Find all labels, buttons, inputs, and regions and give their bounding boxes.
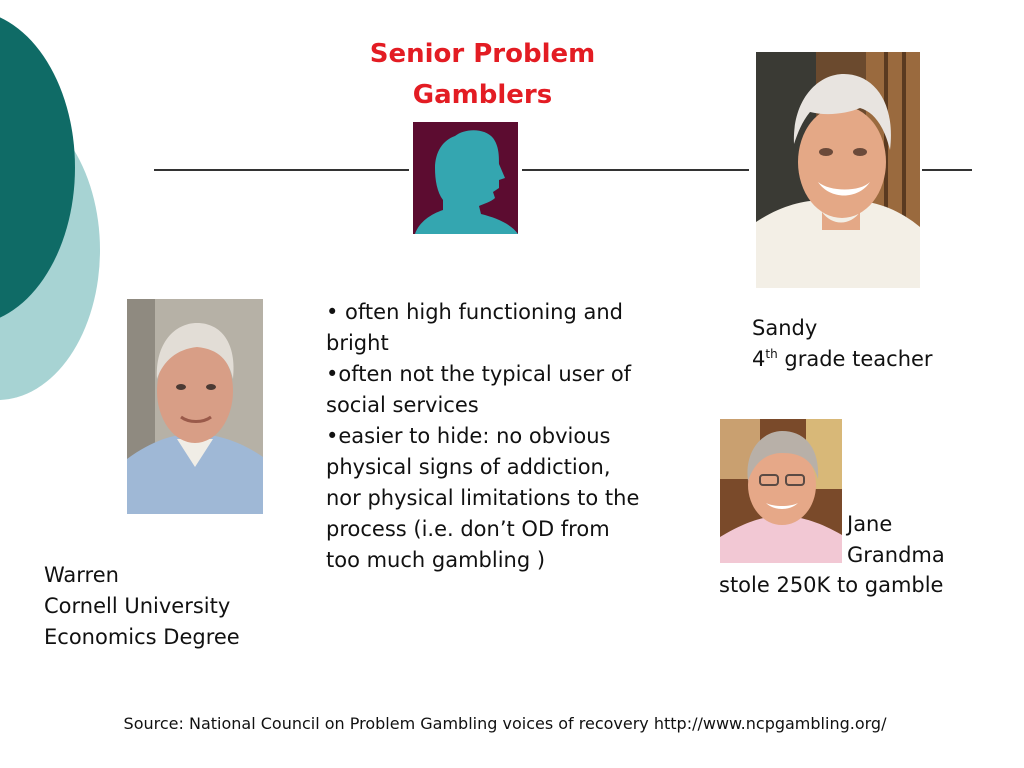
divider-line-left xyxy=(154,169,409,171)
sandy-role xyxy=(752,344,933,375)
source-citation: Source: National Council on Problem Gambling voices of recovery http://www.ncpgambling.org/ xyxy=(123,714,887,733)
sandy-grade-number: 4 xyxy=(752,347,766,371)
bullet-list xyxy=(326,297,646,576)
sandy-grade-rest: grade teacher xyxy=(777,347,933,371)
title-line-2: Gamblers xyxy=(412,80,553,110)
jane-photo xyxy=(720,419,842,563)
sandy-name: Sandy xyxy=(752,316,818,340)
bullet-item-3: •easier to hide: no obvious physical signs of addiction, nor physical limitations to the process (i.e. don’t OD from too much gambling ) xyxy=(326,424,640,572)
warren-photo xyxy=(127,299,263,514)
bullet-item-2: •often not the typical user of social services xyxy=(326,362,632,417)
jane-role: Grandma xyxy=(847,543,945,567)
jane-name: Jane xyxy=(847,512,893,536)
warren-school: Cornell University xyxy=(44,594,231,618)
divider-line-middle xyxy=(522,169,749,171)
warren-caption xyxy=(44,560,240,653)
warren-degree: Economics Degree xyxy=(44,625,240,649)
sandy-photo xyxy=(756,52,920,288)
slide-title xyxy=(330,34,635,116)
warren-name: Warren xyxy=(44,563,119,587)
person-silhouette-icon xyxy=(413,122,518,234)
jane-note: stole 250K to gamble xyxy=(719,573,944,597)
divider-line-right xyxy=(922,169,972,171)
sandy-caption xyxy=(752,313,933,375)
bullet-item-1: • often high functioning and bright xyxy=(326,300,623,355)
sandy-grade-suffix: th xyxy=(765,347,778,361)
title-line-1: Senior Problem xyxy=(369,39,596,69)
